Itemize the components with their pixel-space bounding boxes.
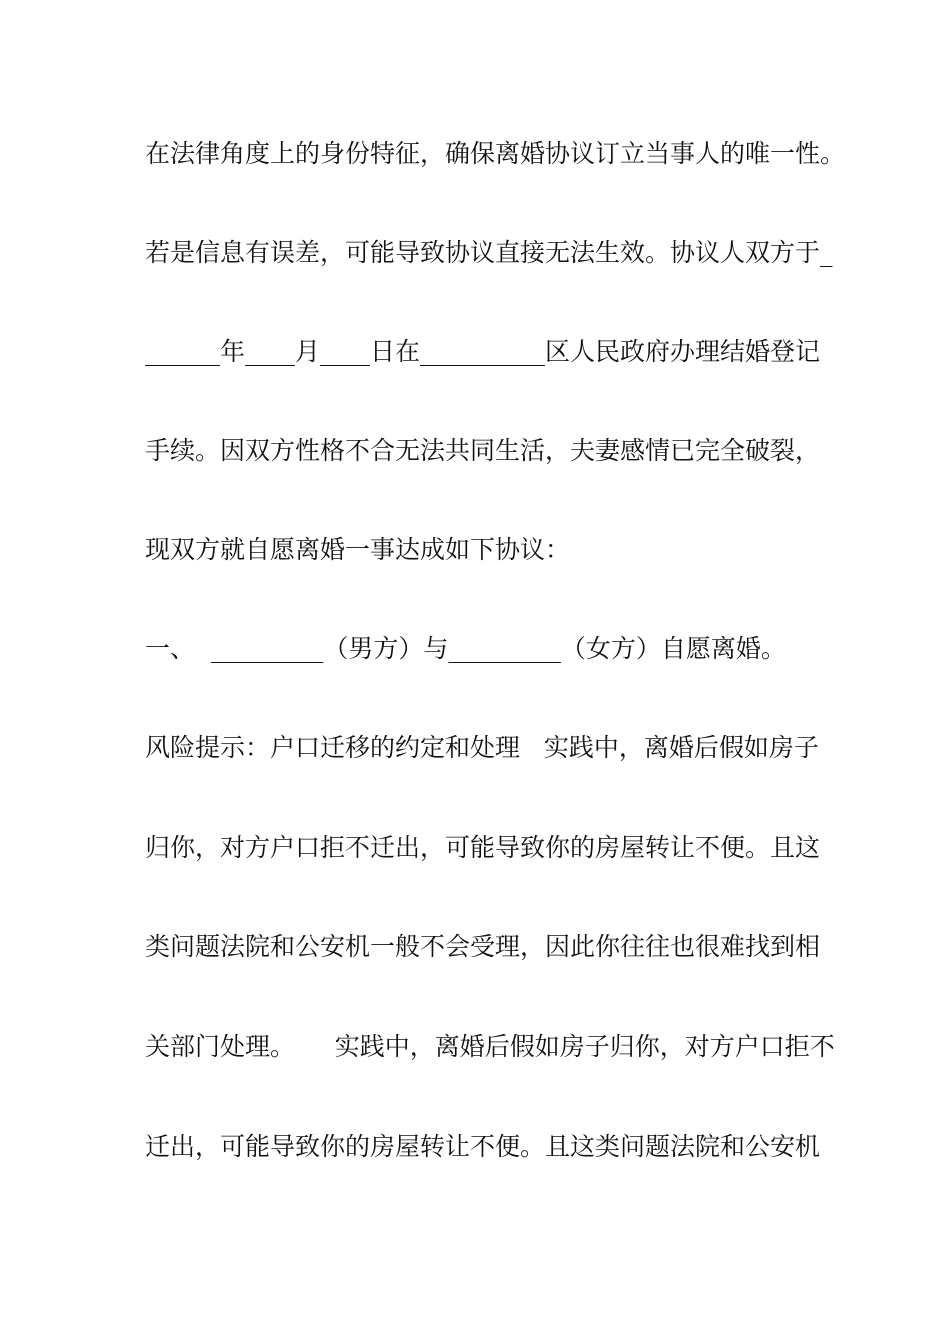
risk-tip-line: 风险提示：户口迁移的约定和处理 实践中，离婚后假如房子: [145, 733, 819, 762]
body-text-line: 关部门处理。 实践中，离婚后假如房子归你，对方户口拒不: [145, 1032, 835, 1061]
body-text-line: 迁出，可能导致你的房屋转让不便。且这类问题法院和公安机: [145, 1132, 821, 1161]
body-text-line: 手续。因双方性格不合无法共同生活，夫妻感情已完全破裂，: [145, 436, 821, 465]
body-text-line: ______年____月____日在__________区人民政府办理结婚登记: [145, 337, 821, 366]
body-text-line: 类问题法院和公安机一般不会受理，因此你往往也很难找到相: [145, 932, 821, 961]
body-text-line: 归你，对方户口拒不迁出，可能导致你的房屋转让不便。且这: [145, 833, 821, 862]
body-text-line: 现双方就自愿离婚一事达成如下协议：: [145, 535, 571, 564]
clause-one-line: 一、 _________（男方）与_________（女方）自愿离婚。: [145, 634, 786, 663]
body-text-line: 若是信息有误差，可能导致协议直接无法生效。协议人双方于_: [145, 238, 833, 267]
body-text-line: 在法律角度上的身份特征，确保离婚协议订立当事人的唯一性。: [145, 139, 846, 168]
